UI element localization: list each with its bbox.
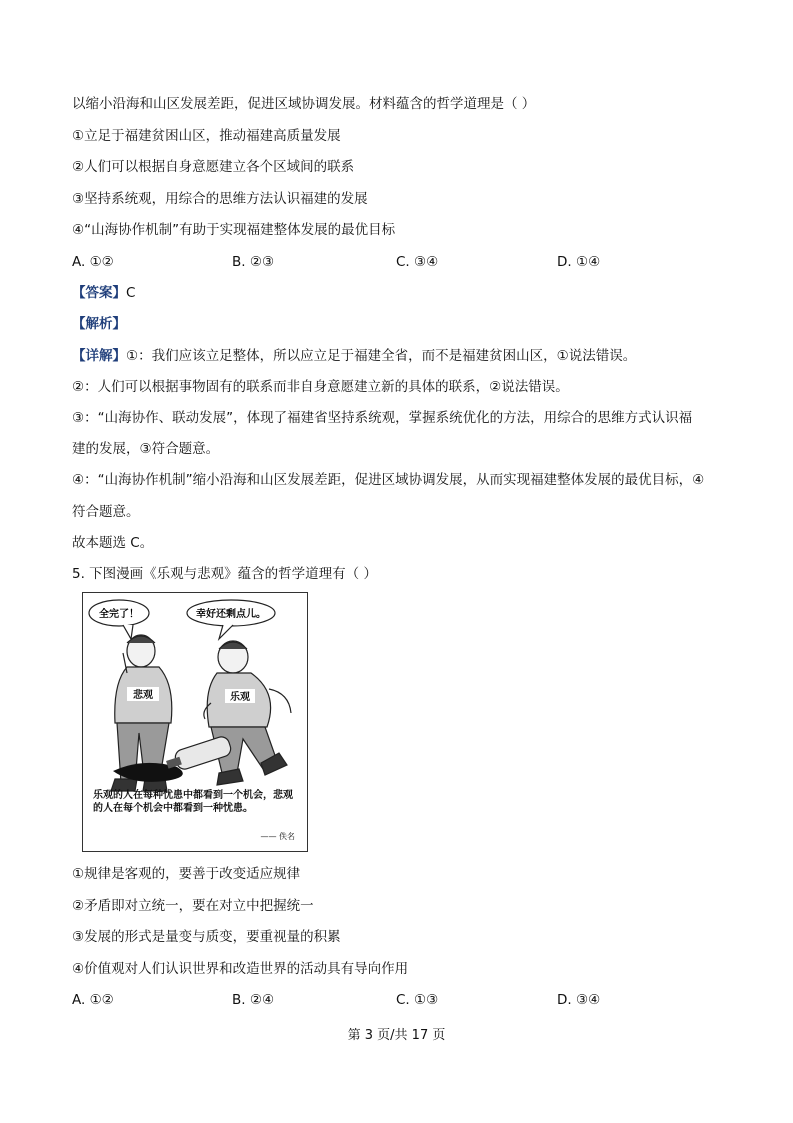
q4-detail-7: 故本题选 C。 [72,535,154,551]
q4-option-b: B. ②③ [232,254,275,270]
label-optimist: 乐观 [230,692,250,703]
q5-option-b: B. ②④ [232,992,275,1008]
q4-detail-5: ④：“山海协作机制”缩小沿海和山区发展差距，促进区域协调发展，从而实现福建整体发展的最优目标，④ [72,472,705,488]
q4-option-a: A. ①② [72,254,114,270]
q4-detail-6: 符合题意。 [72,504,140,520]
label-pessimist: 悲观 [133,690,153,701]
q4-option-c: C. ③④ [396,254,439,270]
cartoon-author: —— 佚名 [260,832,295,841]
q4-item-4: ④“山海协作机制”有助于实现福建整体发展的最优目标 [72,222,396,238]
answer-value: C [126,285,136,301]
detail-text-1: ①：我们应该立足整体，所以应立足于福建全省，而不是福建贫困山区，①说法错误。 [126,348,637,364]
q5-option-d: D. ③④ [557,992,601,1008]
cartoon-optimism-pessimism [82,592,308,852]
optimist-figure [204,641,291,785]
q4-detail-3: ③：“山海协作、联动发展”，体现了福建省坚持系统观，掌握系统优化的方法，用综合的思维方式认识福 [72,410,693,426]
detail-tag: 【详解】 [72,348,126,364]
q5-stem: 5. 下图漫画《乐观与悲观》蕴含的哲学道理有（ ） [72,566,377,582]
bubble-left-text: 全完了！ [99,609,139,620]
bubble-right-text: 幸好还剩点儿。 [196,609,266,620]
q4-analysis [72,314,126,334]
q4-item-2: ②人们可以根据自身意愿建立各个区域间的联系 [72,159,355,175]
q4-option-d: D. ①④ [557,254,601,270]
q4-detail-1 [72,346,636,366]
q4-item-1: ①立足于福建贫困山区，推动福建高质量发展 [72,128,341,144]
page-footer: 第 3 页/共 17 页 [347,1028,446,1043]
q5-item-4: ④价值观对人们认识世界和改造世界的活动具有导向作用 [72,961,409,977]
cartoon-caption: 乐观的人在每种忧患中都看到一个机会，悲观的人在每个机会中都看到一种忧患。 [93,790,293,814]
q5-option-a: A. ①② [72,992,114,1008]
q4-answer [72,283,135,303]
q4-detail-2: ②：人们可以根据事物固有的联系而非自身意愿建立新的具体的联系，②说法错误。 [72,379,569,395]
q4-item-3: ③坚持系统观，用综合的思维方法认识福建的发展 [72,191,368,207]
q5-option-c: C. ①③ [396,992,439,1008]
q5-item-2: ②矛盾即对立统一，要在对立中把握统一 [72,898,314,914]
q4-stem-end: 以缩小沿海和山区发展差距，促进区域协调发展。材料蕴含的哲学道理是（ ） [72,96,536,112]
q5-item-3: ③发展的形式是量变与质变，要重视量的积累 [72,929,341,945]
analysis-tag: 【解析】 [72,316,126,332]
q4-detail-4: 建的发展，③符合题意。 [72,441,220,457]
answer-tag: 【答案】 [72,285,126,301]
q5-item-1: ①规律是客观的，要善于改变适应规律 [72,866,301,882]
